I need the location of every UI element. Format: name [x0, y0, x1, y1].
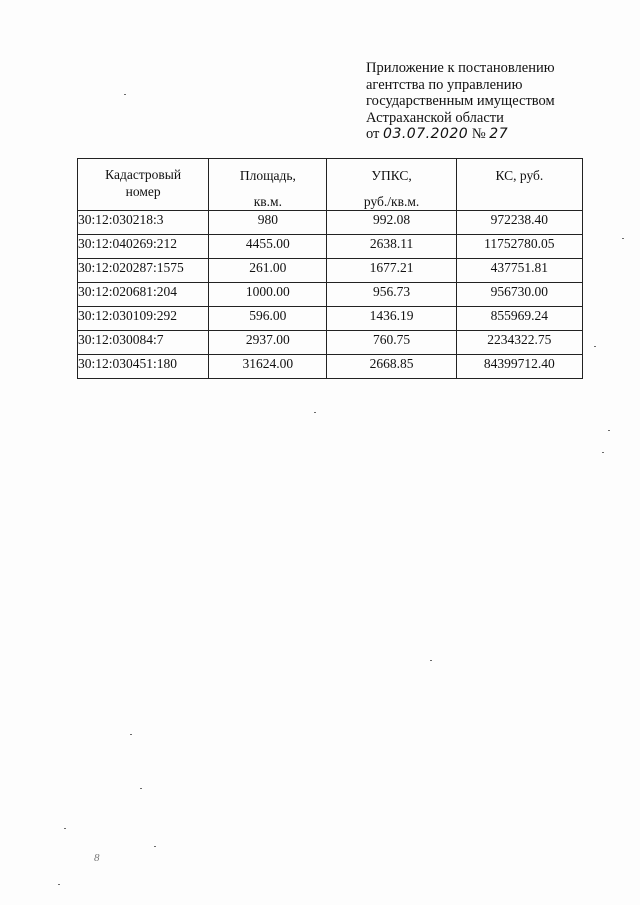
scan-speck	[140, 788, 142, 789]
table-row	[78, 235, 583, 259]
cell-area: 31624.00	[209, 355, 327, 379]
column-header-number-line2: номер	[125, 184, 161, 199]
column-header-number	[78, 159, 209, 211]
scan-speck	[622, 238, 624, 239]
column-header-ks	[456, 159, 582, 211]
cell-area: 1000.00	[209, 283, 327, 307]
scan-speck	[602, 452, 604, 453]
cell-number: 30:12:040269:212	[78, 235, 209, 259]
table-row	[78, 211, 583, 235]
table-header-row	[78, 159, 583, 211]
scan-speck	[130, 734, 132, 735]
table-row	[78, 355, 583, 379]
column-header-upks-line1: УПКС,	[371, 168, 412, 183]
table-row	[78, 307, 583, 331]
cell-area: 596.00	[209, 307, 327, 331]
header-line-1: Приложение к постановлению	[366, 60, 555, 76]
page-mark: 8	[94, 852, 100, 864]
cadastral-table	[77, 158, 583, 379]
column-header-area-line1: Площадь,	[239, 168, 296, 183]
column-header-ks-line1: КС, руб.	[495, 168, 544, 183]
header-line-3: государственным имуществом	[366, 93, 555, 109]
column-header-area	[209, 159, 327, 211]
decree-prefix: от	[366, 126, 380, 142]
cell-area: 261.00	[209, 259, 327, 283]
cell-ks: 956730.00	[456, 283, 582, 307]
scan-speck	[430, 660, 432, 661]
cell-upks: 2638.11	[327, 235, 456, 259]
cell-ks: 2234322.75	[456, 331, 582, 355]
table-row	[78, 259, 583, 283]
cell-area: 4455.00	[209, 235, 327, 259]
cell-ks: 437751.81	[456, 259, 582, 283]
cell-upks: 956.73	[327, 283, 456, 307]
decree-number: 27	[489, 126, 509, 142]
header-line-4: Астраханской области	[366, 109, 504, 126]
scan-speck	[314, 412, 316, 413]
cell-number: 30:12:030218:3	[78, 211, 209, 235]
cell-ks: 855969.24	[456, 307, 582, 331]
decree-line	[366, 126, 616, 143]
column-header-upks-line2: руб./кв.м.	[363, 194, 420, 209]
cell-number: 30:12:020287:1575	[78, 259, 209, 283]
scan-speck	[64, 828, 66, 829]
column-header-area-line2: кв.м.	[253, 194, 282, 209]
scan-speck	[154, 846, 156, 847]
document-header	[366, 60, 616, 143]
cell-ks: 11752780.05	[456, 235, 582, 259]
column-header-upks	[327, 159, 456, 211]
cell-area: 980	[209, 211, 327, 235]
cell-upks: 992.08	[327, 211, 456, 235]
cell-upks: 2668.85	[327, 355, 456, 379]
table-row	[78, 331, 583, 355]
cell-area: 2937.00	[209, 331, 327, 355]
column-header-number-line1: Кадастровый	[105, 167, 182, 182]
cell-ks: 972238.40	[456, 211, 582, 235]
decree-date: 03.07.2020	[383, 126, 469, 142]
cell-upks: 760.75	[327, 331, 456, 355]
cell-number: 30:12:030109:292	[78, 307, 209, 331]
cell-number: 30:12:020681:204	[78, 283, 209, 307]
cell-ks: 84399712.40	[456, 355, 582, 379]
table-row	[78, 283, 583, 307]
cell-number: 30:12:030084:7	[78, 331, 209, 355]
decree-number-sign: №	[471, 126, 486, 142]
scan-speck	[608, 430, 610, 431]
scan-speck	[58, 884, 60, 885]
header-line-2: агентства по управлению	[366, 76, 523, 93]
cell-number: 30:12:030451:180	[78, 355, 209, 379]
cell-upks: 1677.21	[327, 259, 456, 283]
cell-upks: 1436.19	[327, 307, 456, 331]
scan-speck	[124, 94, 126, 95]
scan-speck	[594, 346, 596, 347]
